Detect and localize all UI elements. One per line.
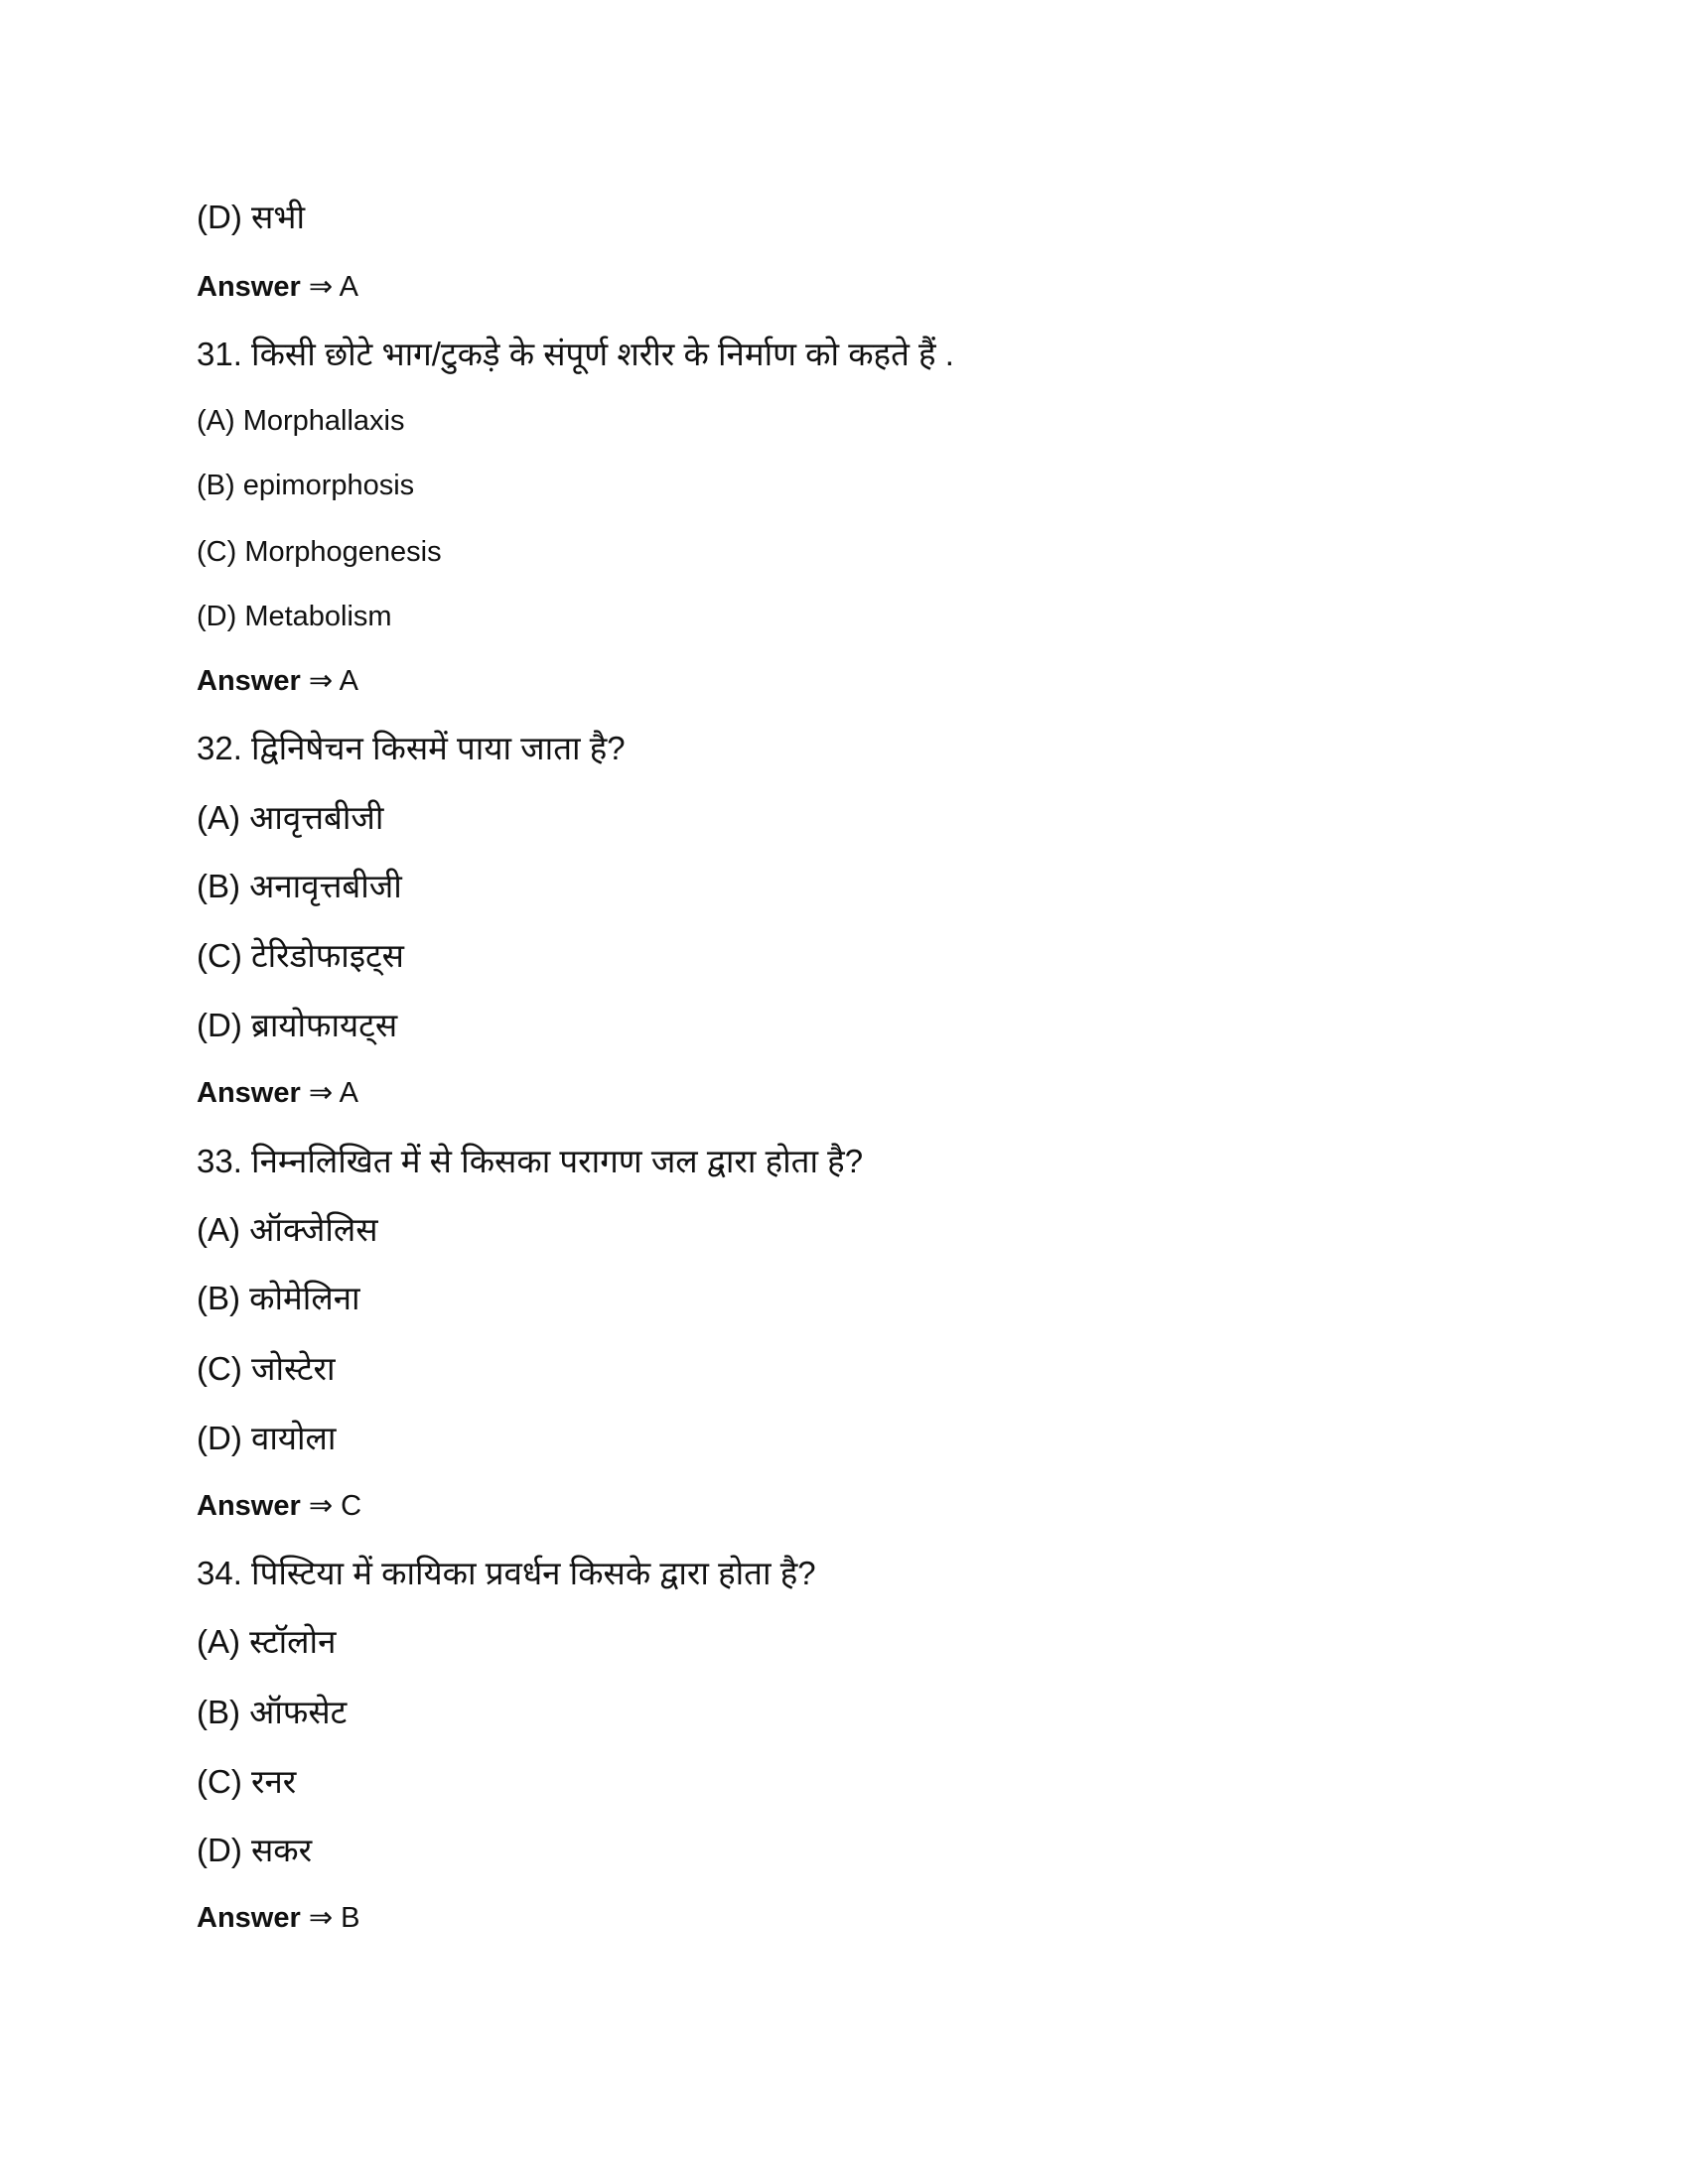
option-text: (A) ऑक्जेलिस	[197, 1211, 378, 1248]
answer-label: Answer	[197, 665, 301, 697]
option-text: (A) स्टॉलोन	[197, 1623, 337, 1660]
option-text: (D) वायोला	[197, 1420, 337, 1456]
option-text: (B) ऑफसेट	[197, 1694, 348, 1730]
option-text: (B) अनावृत्तबीजी	[197, 868, 402, 904]
option-text: (A) आवृत्तबीजी	[197, 799, 384, 836]
answer-label: Answer	[197, 1077, 301, 1109]
option-text: (C) टेरिडोफाइट्स	[197, 937, 404, 974]
option-text: (C) रनर	[197, 1763, 297, 1800]
question-text: 32. द्विनिषेचन किसमें पाया जाता है?	[197, 730, 626, 766]
option-text: (C) जोस्टेरा	[197, 1350, 336, 1387]
option-text: (D) सकर	[197, 1832, 313, 1868]
answer-label: Answer	[197, 271, 301, 303]
option-text: (C) Morphogenesis	[197, 536, 442, 568]
answer-value: ⇒ A	[308, 271, 358, 303]
answer-label: Answer	[197, 1902, 301, 1934]
option-text: (D) Metabolism	[197, 601, 392, 632]
question-text: 31. किसी छोटे भाग/टुकड़े के संपूर्ण शरीर के निर्माण को कहते हैं .	[197, 336, 954, 372]
answer-value: ⇒ A	[308, 665, 358, 697]
option-text: (A) Morphallaxis	[197, 405, 405, 437]
answer-label: Answer	[197, 1490, 301, 1522]
answer-line	[197, 1071, 358, 1115]
question-text: 34. पिस्टिया में कायिका प्रवर्धन किसके द्वारा होता है?	[197, 1555, 816, 1591]
option-text: (B) कोमेलिना	[197, 1280, 360, 1316]
answer-value: ⇒ A	[308, 1077, 358, 1109]
answer-line	[197, 659, 358, 703]
option-text: (B) epimorphosis	[197, 470, 415, 501]
question-text: 33. निम्नलिखित में से किसका परागण जल द्वारा होता है?	[197, 1143, 864, 1179]
option-text: (D) सभी	[197, 199, 306, 235]
answer-line	[197, 1484, 361, 1528]
option-text: (D) ब्रायोफायट्स	[197, 1007, 398, 1043]
answer-line	[197, 1896, 360, 1940]
answer-value: ⇒ B	[308, 1902, 360, 1934]
answer-value: ⇒ C	[308, 1490, 362, 1522]
answer-line	[197, 265, 358, 309]
